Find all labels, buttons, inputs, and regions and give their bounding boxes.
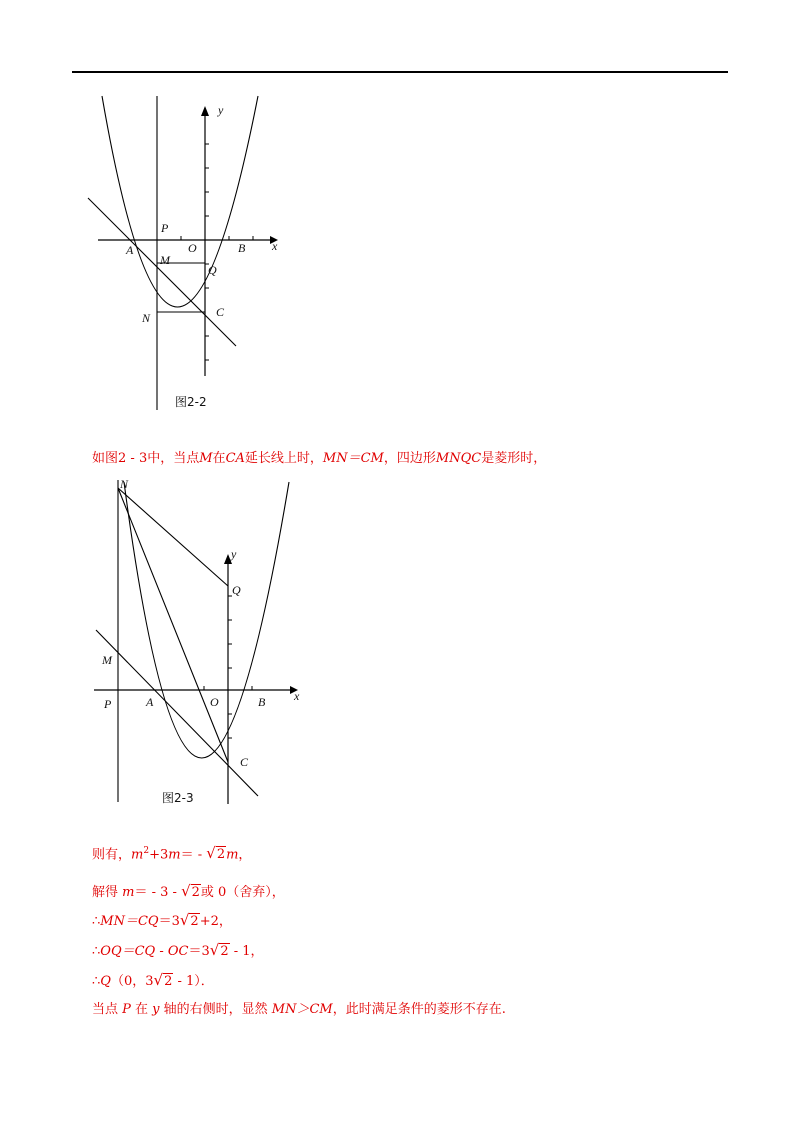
text: 解得 bbox=[92, 885, 123, 900]
radicand: 2 bbox=[164, 974, 173, 989]
text: 则有， bbox=[92, 847, 132, 863]
radicand: 2 bbox=[216, 847, 226, 863]
solution-line-4 bbox=[92, 941, 264, 961]
solution-line-3 bbox=[92, 911, 232, 931]
label-b: B bbox=[238, 241, 246, 255]
sqrt: √2 bbox=[206, 844, 226, 863]
figure-2-3 bbox=[90, 474, 320, 809]
segment-nc bbox=[118, 488, 228, 762]
var: m bbox=[168, 847, 181, 863]
text: ＝3 bbox=[188, 944, 210, 959]
segment-nq bbox=[118, 488, 228, 586]
label-y: y bbox=[218, 103, 224, 117]
var: y bbox=[152, 1002, 160, 1017]
header-rule bbox=[72, 71, 728, 73]
label-c: C bbox=[240, 755, 249, 769]
label-a: A bbox=[146, 695, 154, 709]
var: P bbox=[122, 1002, 131, 1017]
label-q: Q bbox=[232, 583, 241, 597]
label-p: P bbox=[161, 221, 169, 235]
var: m bbox=[226, 847, 239, 863]
figure-2-3-svg bbox=[90, 474, 320, 809]
label-o: O bbox=[188, 241, 197, 255]
solution-line-6 bbox=[92, 1001, 506, 1019]
intro-text: 如图 bbox=[92, 451, 119, 466]
label-x: x bbox=[294, 689, 300, 703]
therefore-symbol: ∴ bbox=[92, 944, 101, 959]
label-q: Q bbox=[208, 263, 217, 277]
intro-text: 中，当点 bbox=[147, 451, 200, 466]
label-b: B bbox=[258, 695, 266, 709]
figure-2-3-caption: 图2-3 bbox=[162, 791, 194, 805]
solution-line-2 bbox=[92, 882, 285, 902]
sqrt: √2 bbox=[179, 911, 199, 929]
text: ， bbox=[238, 847, 252, 863]
label-p: P bbox=[104, 697, 112, 711]
radicand: 2 bbox=[220, 944, 229, 959]
sqrt: √2 bbox=[153, 971, 173, 989]
intro-var: MN＝CM bbox=[322, 451, 384, 466]
intro-text: 延长线上时， bbox=[244, 451, 323, 466]
sqrt: √2 bbox=[181, 882, 200, 900]
text: - 1， bbox=[229, 944, 264, 959]
radicand: 2 bbox=[191, 885, 200, 900]
var: MN＞CM bbox=[271, 1002, 333, 1017]
label-n: N bbox=[142, 311, 151, 325]
label-m: M bbox=[102, 653, 112, 667]
text: ＝ - bbox=[180, 847, 207, 863]
var: m bbox=[131, 847, 144, 863]
exponent: 2 bbox=[143, 846, 150, 856]
intro-var: MNQC bbox=[435, 451, 482, 466]
y-axis-arrow bbox=[201, 106, 209, 116]
text: 在 bbox=[130, 1002, 153, 1017]
intro-var: CA bbox=[225, 451, 245, 466]
var: Q bbox=[100, 974, 111, 989]
therefore-symbol: ∴ bbox=[92, 974, 101, 989]
label-n: N bbox=[120, 477, 129, 491]
sqrt: √2 bbox=[209, 941, 229, 959]
text: +3 bbox=[149, 847, 169, 863]
solution-line-5 bbox=[92, 971, 214, 991]
text: ＝ - 3 - bbox=[134, 885, 182, 900]
label-y: y bbox=[231, 547, 237, 561]
text: +2， bbox=[199, 914, 232, 929]
var: MN＝CQ bbox=[100, 914, 159, 929]
parabola bbox=[102, 96, 258, 307]
intro-text: ，四边形 bbox=[383, 451, 436, 466]
text: 当点 bbox=[92, 1002, 123, 1017]
solution-line-1 bbox=[92, 842, 251, 864]
text: 或 0（舍弃）， bbox=[200, 885, 285, 900]
figure-2-2-svg bbox=[80, 88, 300, 418]
text: 轴的右侧时，显然 bbox=[159, 1002, 272, 1017]
intro-text: 是菱形时， bbox=[481, 451, 547, 466]
var: m bbox=[122, 885, 135, 900]
intro-line bbox=[92, 450, 546, 468]
text: - 1）． bbox=[173, 974, 214, 989]
intro-text: 在 bbox=[212, 451, 226, 466]
text: ＝3 bbox=[158, 914, 180, 929]
label-x: x bbox=[272, 239, 278, 253]
radicand: 2 bbox=[190, 914, 199, 929]
text: （0，3 bbox=[110, 974, 154, 989]
text: ，此时满足条件的菱形不存在. bbox=[332, 1002, 506, 1017]
label-c: C bbox=[216, 305, 225, 319]
var: OQ＝CQ - OC bbox=[100, 944, 189, 959]
line-ac bbox=[96, 630, 258, 796]
parabola bbox=[124, 482, 289, 758]
figure-2-2-caption: 图2-2 bbox=[175, 395, 207, 409]
intro-fig-ref: 2 - 3 bbox=[118, 451, 148, 466]
intro-var: M bbox=[199, 451, 213, 466]
label-m: M bbox=[160, 253, 170, 267]
figure-2-2 bbox=[80, 88, 300, 418]
label-o: O bbox=[210, 695, 219, 709]
label-a: A bbox=[126, 243, 134, 257]
therefore-symbol: ∴ bbox=[92, 914, 101, 929]
